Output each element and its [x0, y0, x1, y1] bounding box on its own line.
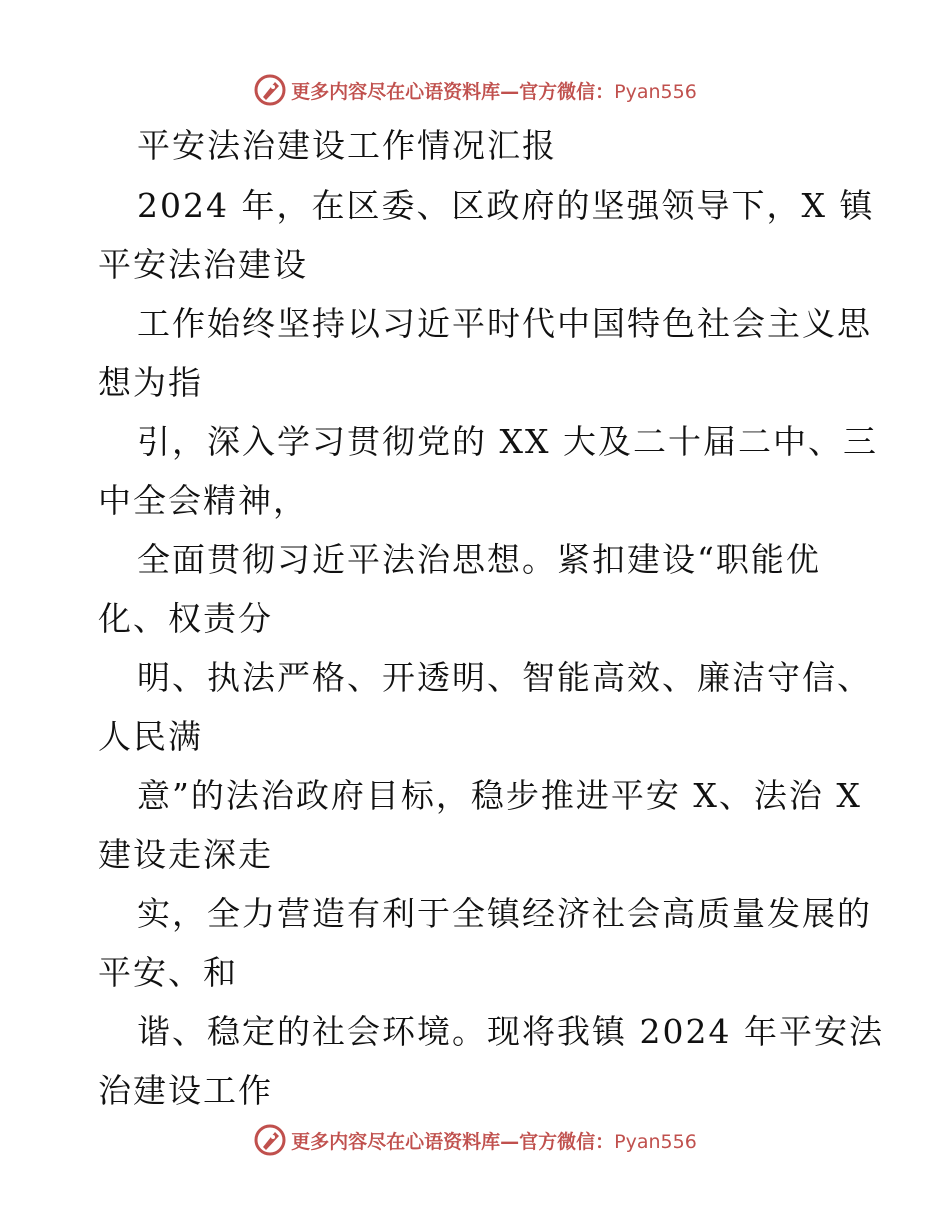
paragraph-line: 2024 年，在区委、区政府的坚强领导下，X 镇 — [137, 186, 875, 225]
footer-watermark — [0, 1120, 950, 1160]
watermark-text: 更多内容尽在心语资料库—官方微信：Pyan556 — [291, 1130, 697, 1153]
paragraph-line: 建设走深走 — [98, 835, 273, 874]
paragraph-line: 引，深入学习贯彻党的 XX 大及二十届二中、三 — [137, 422, 878, 461]
pen-nib-logo-icon — [253, 1123, 287, 1157]
paragraph-line: 化、权责分 — [98, 599, 273, 638]
paragraph-line: 想为指 — [98, 363, 203, 402]
paragraph-line: 平安法治建设 — [98, 245, 308, 284]
paragraph-line: 中全会精神， — [98, 481, 308, 520]
document-title: 平安法治建设工作情况汇报 — [137, 126, 557, 165]
paragraph-line: 平安、和 — [98, 953, 238, 992]
watermark-text: 更多内容尽在心语资料库—官方微信：Pyan556 — [291, 80, 697, 103]
paragraph-line: 工作始终坚持以习近平时代中国特色社会主义思 — [137, 304, 872, 343]
paragraph-line: 意”的法治政府目标，稳步推进平安 X、法治 X — [137, 776, 862, 815]
paragraph-line: 实，全力营造有利于全镇经济社会高质量发展的 — [137, 894, 872, 933]
paragraph-line: 治建设工作 — [98, 1071, 273, 1110]
paragraph-line: 人民满 — [98, 717, 203, 756]
paragraph-line: 明、执法严格、开透明、智能高效、廉洁守信、 — [137, 658, 872, 697]
paragraph-line: 谐、稳定的社会环境。现将我镇 2024 年平安法 — [137, 1012, 884, 1051]
paragraph-line: 全面贯彻习近平法治思想。紧扣建设“职能优 — [137, 540, 821, 579]
